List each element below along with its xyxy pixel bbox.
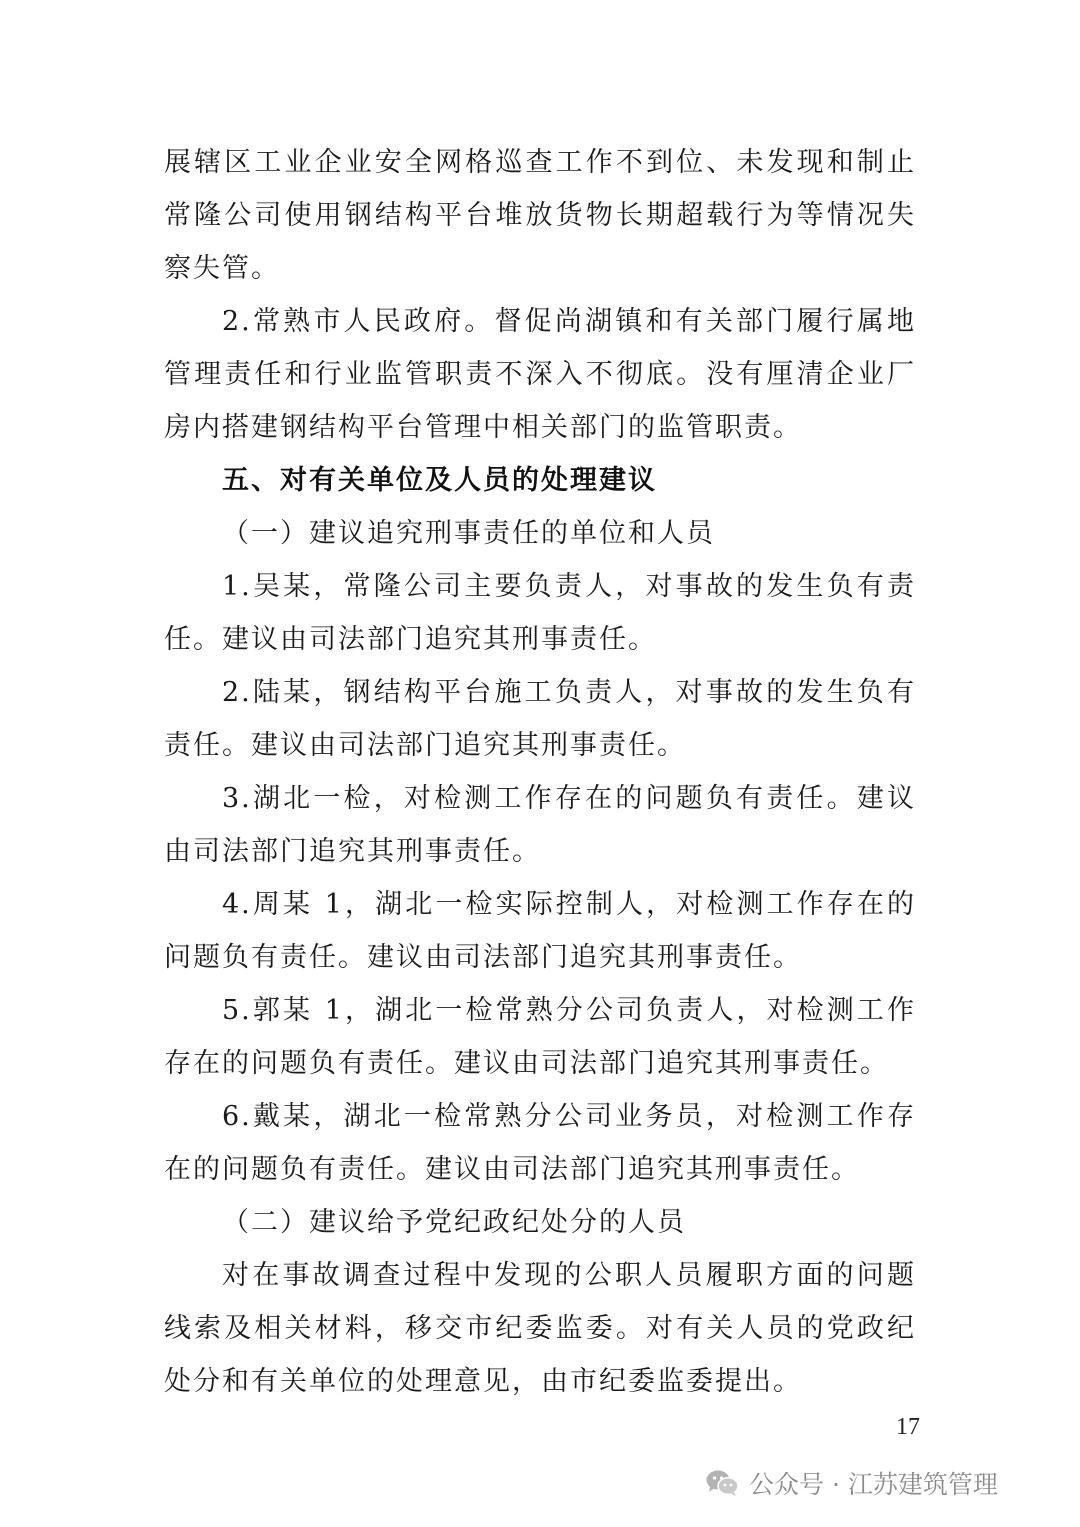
watermark-text: 公众号 · 江苏建筑管理	[749, 1470, 998, 1499]
page-number: 17	[896, 1414, 920, 1440]
section-heading: 五、对有关单位及人员的处理建议	[222, 465, 657, 496]
list-item: 4.周某 1，湖北一检实际控制人，对检测工作存在的问题负有责任。建议由司法部门追究其刑事责任。	[164, 889, 916, 973]
paragraph: 2.常熟市人民政府。督促尚湖镇和有关部门履行属地管理责任和行业监管职责不深入不彻底。没有厘清企业厂房内搭建钢结构平台管理中相关部门的监管职责。	[164, 306, 916, 443]
document-body	[164, 136, 916, 1408]
subsection-heading: （二）建议给予党纪政纪处分的人员	[222, 1207, 686, 1238]
watermark	[705, 1463, 998, 1503]
list-item: 2.陆某，钢结构平台施工负责人，对事故的发生负有责任。建议由司法部门追究其刑事责任。	[164, 677, 916, 761]
list-item: 5.郭某 1，湖北一检常熟分公司负责人，对检测工作存在的问题负有责任。建议由司法部门追究其刑事责任。	[164, 995, 916, 1079]
subsection-heading: （一）建议追究刑事责任的单位和人员	[222, 518, 715, 549]
list-item: 1.吴某，常隆公司主要负责人，对事故的发生负有责任。建议由司法部门追究其刑事责任。	[164, 571, 916, 655]
wechat-icon	[705, 1468, 741, 1498]
paragraph: 对在事故调查过程中发现的公职人员履职方面的问题线索及相关材料，移交市纪委监委。对有关人员的党政纪处分和有关单位的处理意见，由市纪委监委提出。	[164, 1260, 916, 1397]
paragraph-continuation: 展辖区工业企业安全网格巡查工作不到位、未发现和制止常隆公司使用钢结构平台堆放货物长期超载行为等情况失察失管。	[164, 147, 916, 284]
list-item: 6.戴某，湖北一检常熟分公司业务员，对检测工作存在的问题负有责任。建议由司法部门追究其刑事责任。	[164, 1101, 916, 1185]
list-item: 3.湖北一检，对检测工作存在的问题负有责任。建议由司法部门追究其刑事责任。	[164, 783, 916, 867]
